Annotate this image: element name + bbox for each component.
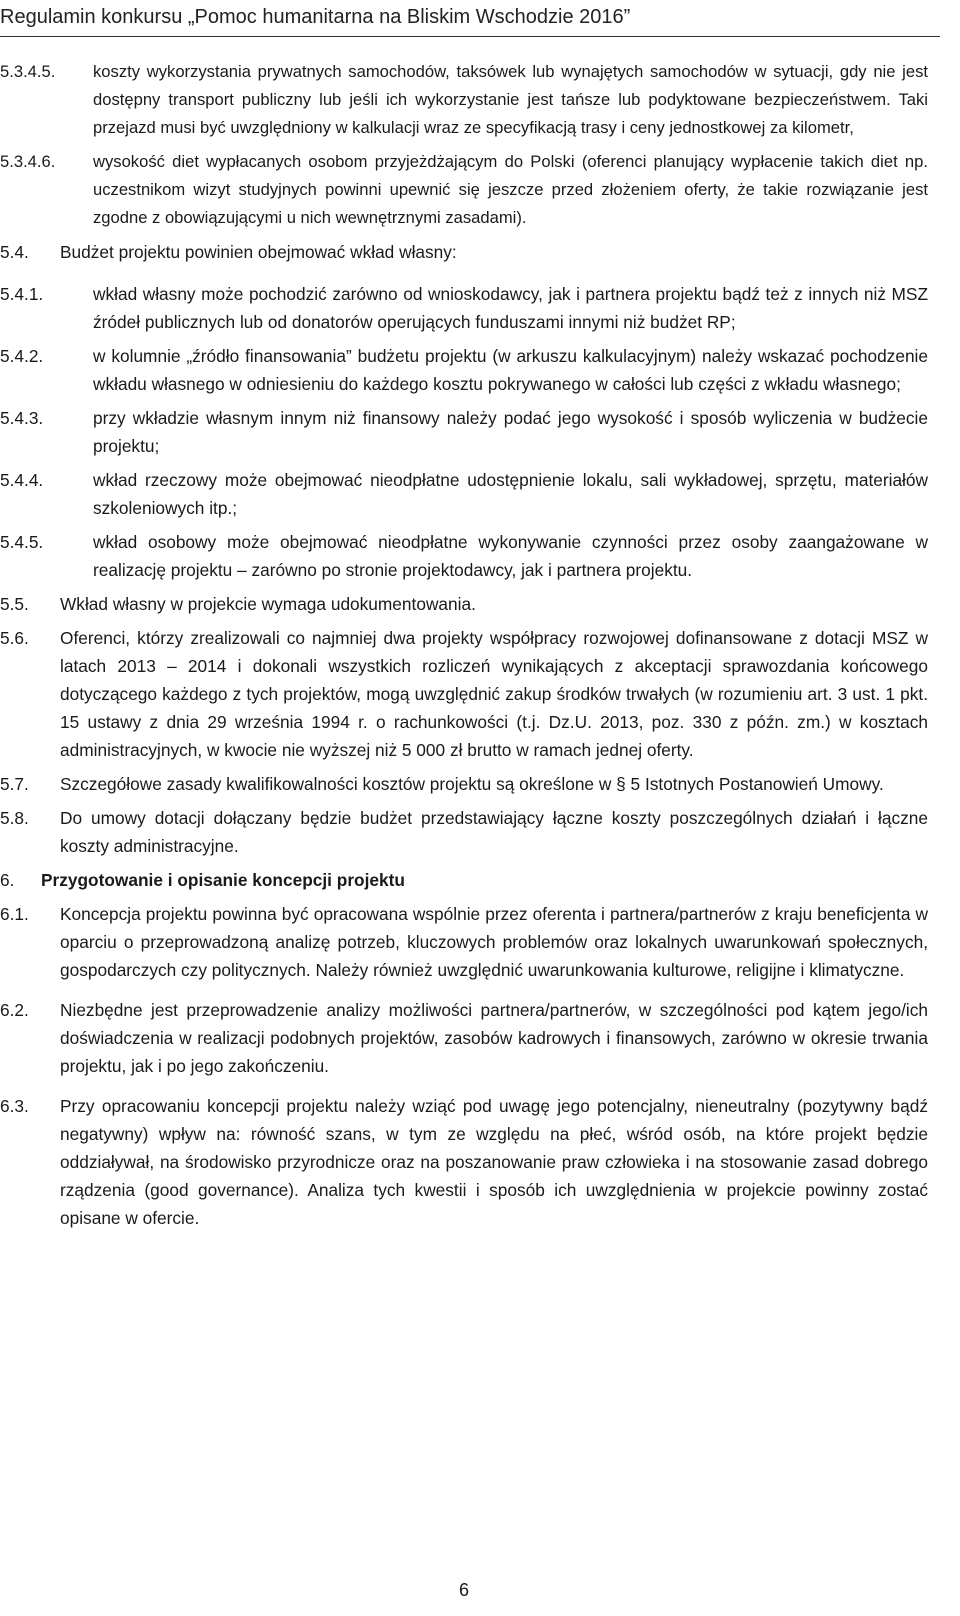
item-text: Budżet projektu powinien obejmować wkład własny: xyxy=(60,242,457,262)
item-number: 5.4.5. xyxy=(0,532,44,552)
item-number: 5.8. xyxy=(0,808,29,828)
item-text: Szczegółowe zasady kwalifikowalności kosztów projektu są określone w § 5 Istotnych Postanowień Umowy. xyxy=(60,774,884,794)
section-heading-6 xyxy=(0,866,928,894)
document-body xyxy=(0,58,928,1232)
running-header: Regulamin konkursu „Pomoc humanitarna na Bliskim Wschodzie 2016” xyxy=(0,6,631,28)
item-number: 6. xyxy=(0,870,15,890)
item-text: wkład rzeczowy może obejmować nieodpłatne udostępnienie lokalu, sali wykładowej, sprzętu, materiałów szkoleniowych itp.; xyxy=(93,470,928,518)
item-text: koszty wykorzystania prywatnych samochodów, taksówek lub wynajętych samochodów w sytuacji, gdy nie jest dostępny transport publiczny lub jeśli ich wykorzystanie jest tańsze lub podyktowane bezpieczeństwem. Taki przejazd musi być uwzględniony w kalkulacji wraz ze specyfikacją trasy i ceny jednostkowej za kilometr, xyxy=(93,62,928,137)
item-number: 5.7. xyxy=(0,774,29,794)
list-item-5-4-1 xyxy=(0,280,928,336)
item-number: 5.3.4.6. xyxy=(0,152,56,171)
item-number: 6.2. xyxy=(0,1000,29,1020)
item-number: 5.4.2. xyxy=(0,346,44,366)
item-text: przy wkładzie własnym innym niż finansowy należy podać jego wysokość i sposób wyliczenia w budżecie projektu; xyxy=(93,408,928,456)
list-item-5-4-2 xyxy=(0,342,928,398)
item-number: 5.4.4. xyxy=(0,470,44,490)
section-title: Przygotowanie i opisanie koncepcji projektu xyxy=(41,870,405,890)
item-number: 5.6. xyxy=(0,628,29,648)
item-number: 5.5. xyxy=(0,594,29,614)
item-text: wkład własny może pochodzić zarówno od wnioskodawcy, jak i partnera projektu bądź też z innych niż MSZ źródeł publicznych lub od donatorów operujących funduszami innymi niż budżet RP; xyxy=(93,284,928,332)
list-item-5-4-4 xyxy=(0,466,928,522)
item-text: Do umowy dotacji dołączany będzie budżet przedstawiający łączne koszty poszczególnych działań i łączne koszty administracyjne. xyxy=(60,808,928,856)
list-item-5-4-5 xyxy=(0,528,928,584)
list-item-5-7 xyxy=(0,770,928,798)
list-item-6-2 xyxy=(0,996,928,1080)
item-text: Oferenci, którzy zrealizowali co najmniej dwa projekty współpracy rozwojowej dofinansowane z dotacji MSZ w latach 2013 – 2014 i dokonali wszystkich rozliczeń wynikających z akceptacji sprawozdania końcowego dotyczącego każdego z tych projektów, mogą uwzględnić zakup środków trwałych (w rozumieniu art. 3 ust. 1 pkt. 15 ustawy z dnia 29 września 1994 r. o rachunkowości (t.j. Dz.U. 2013, poz. 330 z późn. zm.) w kosztach administracyjnych, w kwocie nie wyższej niż 5 000 zł brutto w ramach jednej oferty. xyxy=(60,628,928,760)
list-item-5-3-4-5 xyxy=(0,58,928,142)
page-number: 6 xyxy=(458,1580,469,1600)
item-number: 6.3. xyxy=(0,1096,29,1116)
item-text: Wkład własny w projekcie wymaga udokumentowania. xyxy=(60,594,476,614)
list-item-5-4 xyxy=(0,238,928,266)
item-number: 5.4. xyxy=(0,242,29,262)
list-item-6-3 xyxy=(0,1092,928,1232)
item-text: Przy opracowaniu koncepcji projektu należy wziąć pod uwagę jego potencjalny, nieneutralny (pozytywny bądź negatywny) wpływ na: równość szans, w tym ze względu na płeć, wśród osób, na które projekt będzie oddziaływał, na środowisko przyrodnicze oraz na poszanowanie praw człowieka i na stosowanie zasad dobrego rządzenia (good governance). Analiza tych kwestii i sposób ich uwzględnienia w projekcie powinny zostać opisane w ofercie. xyxy=(60,1096,928,1228)
item-text: w kolumnie „źródło finansowania” budżetu projektu (w arkuszu kalkulacyjnym) należy wskazać pochodzenie wkładu własnego w odniesieniu do każdego kosztu pokrywanego w całości lub części z wkładu własnego; xyxy=(93,346,928,394)
item-number: 5.4.3. xyxy=(0,408,44,428)
item-text: wkład osobowy może obejmować nieodpłatne wykonywanie czynności przez osoby zaangażowane w realizację projektu – zarówno po stronie projektodawcy, jak i partnera projektu. xyxy=(93,532,928,580)
item-text: Niezbędne jest przeprowadzenie analizy możliwości partnera/partnerów, w szczególności pod kątem jego/ich doświadczenia w realizacji podobnych projektów, zasobów kadrowych i finansowych, zarówno w okresie trwania projektu, jak i po jego zakończeniu. xyxy=(60,1000,928,1076)
item-number: 6.1. xyxy=(0,904,29,924)
list-item-5-5 xyxy=(0,590,928,618)
item-number: 5.3.4.5. xyxy=(0,62,56,81)
list-item-6-1 xyxy=(0,900,928,984)
item-number: 5.4.1. xyxy=(0,284,44,304)
list-item-5-8 xyxy=(0,804,928,860)
item-text: wysokość diet wypłacanych osobom przyjeżdżającym do Polski (oferenci planujący wypłacenie takich diet np. uczestnikom wizyt studyjnych powinni upewnić się jeszcze przed złożeniem oferty, że takie rozwiązanie jest zgodne z obowiązującymi u nich wewnętrznymi zasadami). xyxy=(93,152,928,227)
item-text: Koncepcja projektu powinna być opracowana wspólnie przez oferenta i partnera/partnerów z kraju beneficjenta w oparciu o przeprowadzoną analizę potrzeb, kluczowych problemów oraz lokalnych uwarunkowań społecznych, gospodarczych czy politycznych. Należy również uwzględnić uwarunkowania kulturowe, religijne i klimatyczne. xyxy=(60,904,928,980)
list-item-5-4-3 xyxy=(0,404,928,460)
list-item-5-3-4-6 xyxy=(0,148,928,232)
header-rule xyxy=(0,36,940,37)
list-item-5-6 xyxy=(0,624,928,764)
